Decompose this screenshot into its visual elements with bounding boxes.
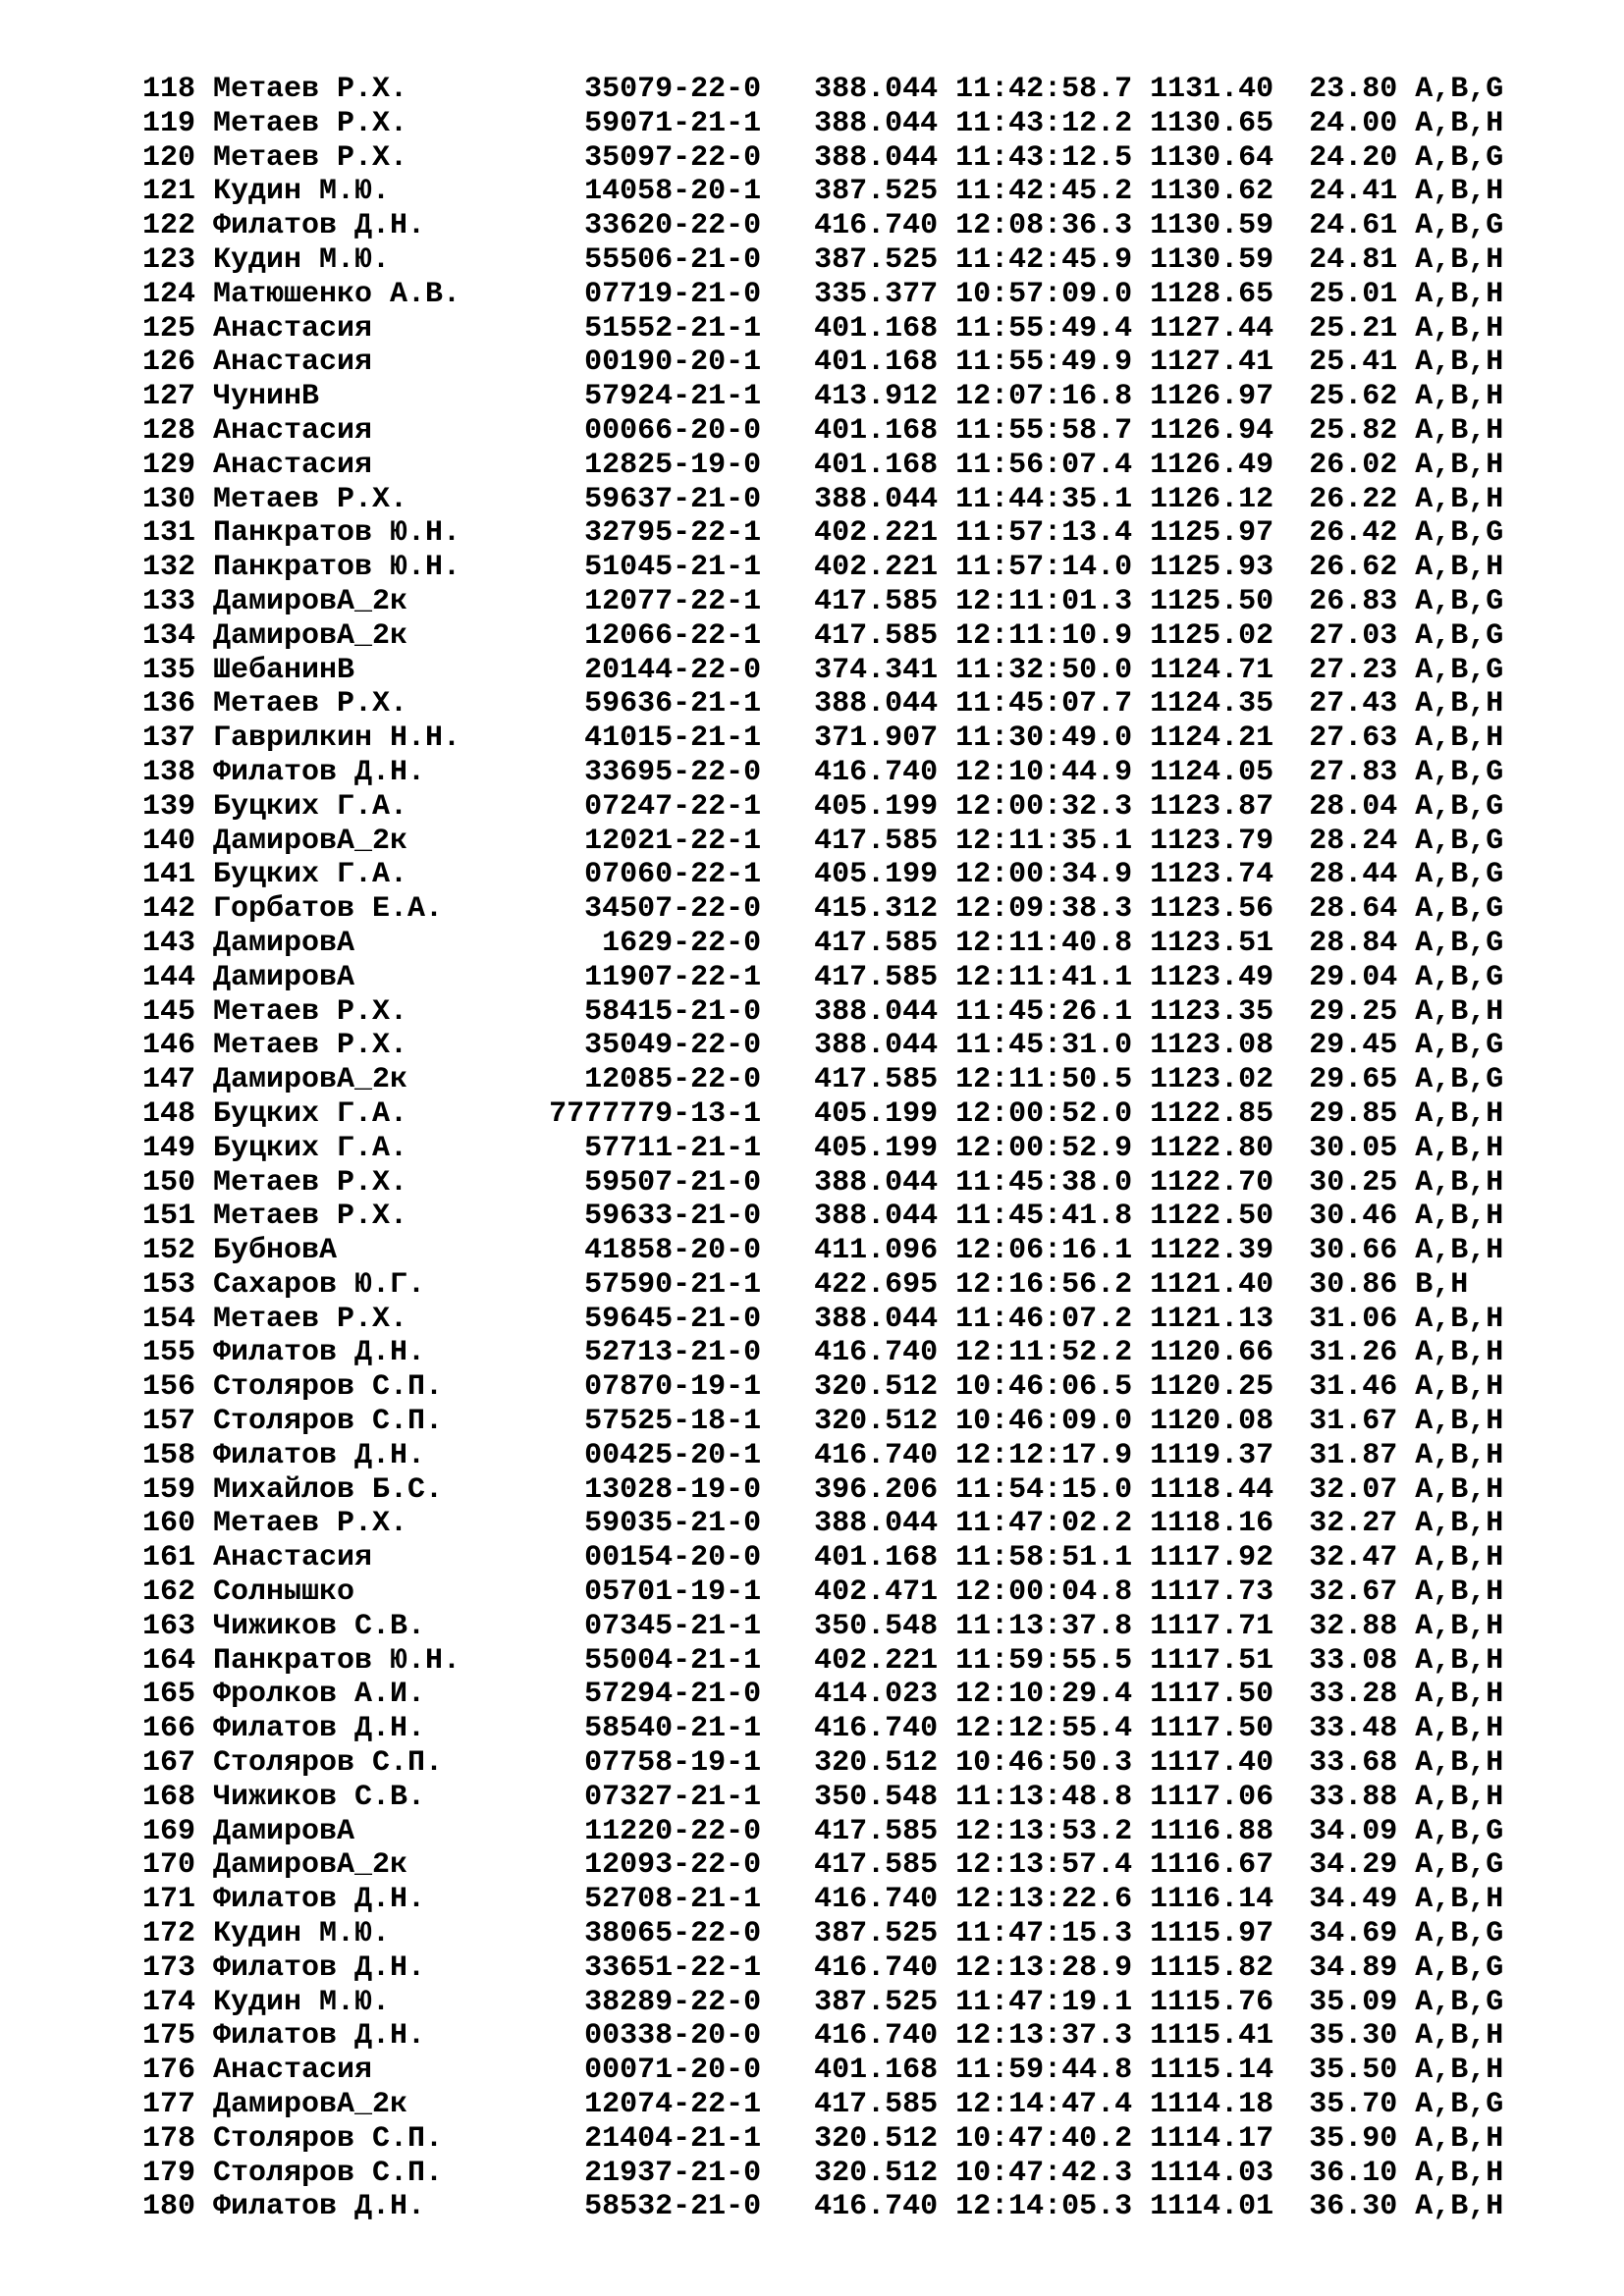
result-row: 124 Матюшенко А.В. 07719-21-0 335.377 10:57:09.0 1128.65 25.01 A,B,H	[142, 277, 1504, 311]
result-row: 177 ДамировА_2к 12074-22-1 417.585 12:14:47.4 1114.18 35.70 A,B,G	[142, 2088, 1504, 2122]
result-row: 136 Метаев Р.Х. 59636-21-1 388.044 11:45:07.7 1124.35 27.43 A,B,H	[142, 687, 1504, 721]
result-row: 126 Анастасия 00190-20-1 401.168 11:55:49.9 1127.41 25.41 A,B,H	[142, 346, 1504, 380]
result-row: 146 Метаев Р.Х. 35049-22-0 388.044 11:45:31.0 1123.08 29.45 A,B,G	[142, 1029, 1504, 1063]
result-row: 135 ШебанинВ 20144-22-0 374.341 11:32:50.0 1124.71 27.23 A,B,G	[142, 653, 1504, 687]
result-row: 157 Столяров С.П. 57525-18-1 320.512 10:46:09.0 1120.08 31.67 A,B,H	[142, 1405, 1504, 1439]
result-row: 121 Кудин М.Ю. 14058-20-1 387.525 11:42:45.2 1130.62 24.41 A,B,H	[142, 175, 1504, 209]
result-row: 179 Столяров С.П. 21937-21-0 320.512 10:47:42.3 1114.03 36.10 A,B,H	[142, 2156, 1504, 2190]
result-row: 163 Чижиков С.В. 07345-21-1 350.548 11:13:37.8 1117.71 32.88 A,B,H	[142, 1609, 1504, 1643]
result-row: 127 ЧунинВ 57924-21-1 413.912 12:07:16.8 1126.97 25.62 A,B,H	[142, 380, 1504, 414]
result-row: 174 Кудин М.Ю. 38289-22-0 387.525 11:47:19.1 1115.76 35.09 A,B,G	[142, 1985, 1504, 2019]
result-row: 134 ДамировА_2к 12066-22-1 417.585 12:11:10.9 1125.02 27.03 A,B,G	[142, 618, 1504, 653]
result-row: 170 ДамировА_2к 12093-22-0 417.585 12:13:57.4 1116.67 34.29 A,B,G	[142, 1848, 1504, 1883]
result-row: 131 Панкратов Ю.Н. 32795-22-1 402.221 11:57:13.4 1125.97 26.42 A,B,G	[142, 516, 1504, 551]
result-row: 141 Буцких Г.А. 07060-22-1 405.199 12:00:34.9 1123.74 28.44 A,B,G	[142, 858, 1504, 892]
result-row: 123 Кудин М.Ю. 55506-21-0 387.525 11:42:45.9 1130.59 24.81 A,B,H	[142, 242, 1504, 277]
result-row: 176 Анастасия 00071-20-0 401.168 11:59:44.8 1115.14 35.50 A,B,H	[142, 2054, 1504, 2088]
result-row: 148 Буцких Г.А. 7777779-13-1 405.199 12:00:52.0 1122.85 29.85 A,B,H	[142, 1096, 1504, 1131]
result-row: 147 ДамировА_2к 12085-22-0 417.585 12:11:50.5 1123.02 29.65 A,B,G	[142, 1063, 1504, 1097]
result-row: 137 Гаврилкин Н.Н. 41015-21-1 371.907 11:30:49.0 1124.21 27.63 A,B,H	[142, 721, 1504, 756]
result-row: 178 Столяров С.П. 21404-21-1 320.512 10:47:40.2 1114.17 35.90 A,B,H	[142, 2121, 1504, 2156]
result-row: 154 Метаев Р.Х. 59645-21-0 388.044 11:46:07.2 1121.13 31.06 A,B,H	[142, 1302, 1504, 1336]
result-row: 175 Филатов Д.Н. 00338-20-0 416.740 12:13:37.3 1115.41 35.30 A,B,H	[142, 2019, 1504, 2054]
result-row: 153 Сахаров Ю.Г. 57590-21-1 422.695 12:16:56.2 1121.40 30.86 B,H	[142, 1267, 1469, 1302]
result-row: 128 Анастасия 00066-20-0 401.168 11:55:58.7 1126.94 25.82 A,B,H	[142, 413, 1504, 448]
result-row: 158 Филатов Д.Н. 00425-20-1 416.740 12:12:17.9 1119.37 31.87 A,B,H	[142, 1438, 1504, 1472]
result-row: 130 Метаев Р.Х. 59637-21-0 388.044 11:44:35.1 1126.12 26.22 A,B,H	[142, 482, 1504, 516]
result-row: 165 Фролков А.И. 57294-21-0 414.023 12:10:29.4 1117.50 33.28 A,B,H	[142, 1678, 1504, 1712]
result-row: 145 Метаев Р.Х. 58415-21-0 388.044 11:45:26.1 1123.35 29.25 A,B,H	[142, 994, 1504, 1029]
result-row: 169 ДамировА 11220-22-0 417.585 12:13:53.2 1116.88 34.09 A,B,G	[142, 1814, 1504, 1848]
result-row: 156 Столяров С.П. 07870-19-1 320.512 10:46:06.5 1120.25 31.46 A,B,H	[142, 1370, 1504, 1405]
result-row: 164 Панкратов Ю.Н. 55004-21-1 402.221 11:59:55.5 1117.51 33.08 A,B,H	[142, 1643, 1504, 1678]
result-row: 150 Метаев Р.Х. 59507-21-0 388.044 11:45:38.0 1122.70 30.25 A,B,H	[142, 1165, 1504, 1200]
result-row: 161 Анастасия 00154-20-0 401.168 11:58:51.1 1117.92 32.47 A,B,H	[142, 1541, 1504, 1575]
result-row: 166 Филатов Д.Н. 58540-21-1 416.740 12:12:55.4 1117.50 33.48 A,B,H	[142, 1712, 1504, 1746]
result-row: 133 ДамировА_2к 12077-22-1 417.585 12:11:01.3 1125.50 26.83 A,B,G	[142, 584, 1504, 618]
result-row: 139 Буцких Г.А. 07247-22-1 405.199 12:00:32.3 1123.87 28.04 A,B,G	[142, 789, 1504, 824]
result-row: 151 Метаев Р.Х. 59633-21-0 388.044 11:45:41.8 1122.50 30.46 A,B,H	[142, 1200, 1504, 1234]
result-row: 120 Метаев Р.Х. 35097-22-0 388.044 11:43:12.5 1130.64 24.20 A,B,G	[142, 140, 1504, 175]
result-row: 149 Буцких Г.А. 57711-21-1 405.199 12:00:52.9 1122.80 30.05 A,B,H	[142, 1131, 1504, 1165]
result-row: 140 ДамировА_2к 12021-22-1 417.585 12:11:35.1 1123.79 28.24 A,B,G	[142, 824, 1504, 858]
result-row: 142 Горбатов Е.А. 34507-22-0 415.312 12:09:38.3 1123.56 28.64 A,B,G	[142, 892, 1504, 927]
result-row: 138 Филатов Д.Н. 33695-22-0 416.740 12:10:44.9 1124.05 27.83 A,B,G	[142, 755, 1504, 789]
result-row: 172 Кудин М.Ю. 38065-22-0 387.525 11:47:15.3 1115.97 34.69 A,B,G	[142, 1917, 1504, 1951]
result-row: 144 ДамировА 11907-22-1 417.585 12:11:41.1 1123.49 29.04 A,B,G	[142, 960, 1504, 994]
result-row: 143 ДамировА 1629-22-0 417.585 12:11:40.8 1123.51 28.84 A,B,G	[142, 926, 1504, 960]
results-table	[142, 73, 1503, 2224]
result-row: 173 Филатов Д.Н. 33651-22-1 416.740 12:13:28.9 1115.82 34.89 A,B,G	[142, 1950, 1504, 1985]
result-row: 129 Анастасия 12825-19-0 401.168 11:56:07.4 1126.49 26.02 A,B,H	[142, 448, 1504, 482]
result-row: 159 Михайлов Б.С. 13028-19-0 396.206 11:54:15.0 1118.44 32.07 A,B,H	[142, 1472, 1504, 1507]
result-row: 167 Столяров С.П. 07758-19-1 320.512 10:46:50.3 1117.40 33.68 A,B,H	[142, 1746, 1504, 1781]
result-row: 155 Филатов Д.Н. 52713-21-0 416.740 12:11:52.2 1120.66 31.26 A,B,H	[142, 1336, 1504, 1370]
result-row: 125 Анастасия 51552-21-1 401.168 11:55:49.4 1127.44 25.21 A,B,H	[142, 311, 1504, 346]
result-row: 119 Метаев Р.Х. 59071-21-1 388.044 11:43:12.2 1130.65 24.00 A,B,H	[142, 106, 1504, 140]
result-row: 152 БубновА 41858-20-0 411.096 12:06:16.1 1122.39 30.66 A,B,H	[142, 1234, 1504, 1268]
result-row: 118 Метаев Р.Х. 35079-22-0 388.044 11:42:58.7 1131.40 23.80 A,B,G	[142, 73, 1504, 106]
result-row: 162 Солнышко 05701-19-1 402.471 12:00:04.8 1117.73 32.67 A,B,H	[142, 1575, 1504, 1610]
result-row: 122 Филатов Д.Н. 33620-22-0 416.740 12:08:36.3 1130.59 24.61 A,B,G	[142, 209, 1504, 243]
result-row: 180 Филатов Д.Н. 58532-21-0 416.740 12:14:05.3 1114.01 36.30 A,B,H	[142, 2190, 1504, 2224]
result-row: 168 Чижиков С.В. 07327-21-1 350.548 11:13:48.8 1117.06 33.88 A,B,H	[142, 1780, 1504, 1814]
result-row: 171 Филатов Д.Н. 52708-21-1 416.740 12:13:22.6 1116.14 34.49 A,B,H	[142, 1883, 1504, 1917]
result-row: 160 Метаев Р.Х. 59035-21-0 388.044 11:47:02.2 1118.16 32.27 A,B,H	[142, 1507, 1504, 1541]
result-row: 132 Панкратов Ю.Н. 51045-21-1 402.221 11:57:14.0 1125.93 26.62 A,B,H	[142, 551, 1504, 585]
